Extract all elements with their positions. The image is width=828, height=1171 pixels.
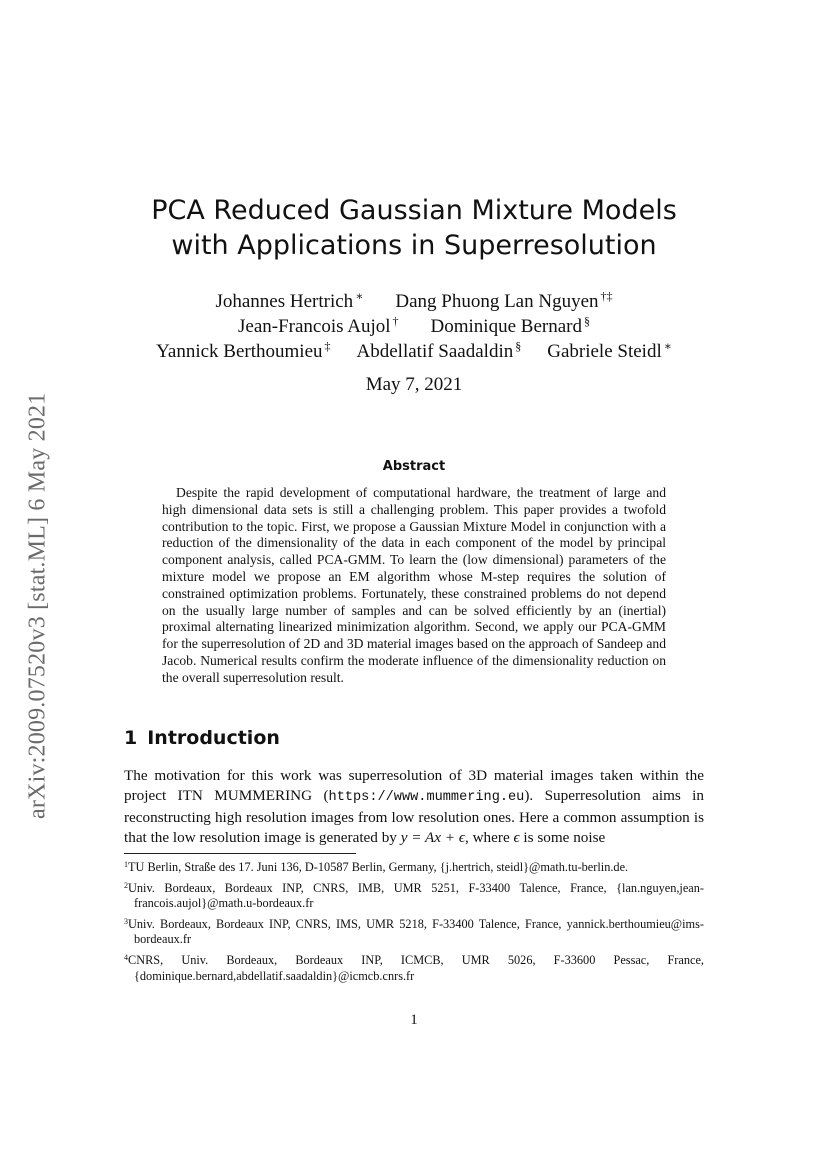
footnote-divider [124,853,356,854]
author [238,309,399,337]
title-line-2: with Applications in Superresolution [171,230,657,261]
author-row-2 [100,309,728,337]
footnote-mark: 2 [124,880,128,890]
footnote [124,914,704,948]
footnote [124,857,704,876]
author-name: Johannes Hertrich [215,291,354,312]
author [547,334,672,362]
affiliation-mark: § [515,339,522,353]
author [356,334,522,362]
page-number: 1 [410,1012,418,1028]
footnote-mark: 1 [124,860,128,869]
footnote-text: Univ. Bordeaux, Bordeaux INP, CNRS, IMB, UMR 5251, F-33400 Talence, France, {lan.nguyen,jean-francois.aujol}@math.u-bordeaux.fr [128,880,704,911]
abstract-heading: Abstract [382,459,446,474]
author [215,284,364,312]
publication-date: May 7, 2021 [365,374,463,395]
model-equation: y = Ax + ϵ [400,829,465,846]
paper-title [100,193,728,263]
introduction-paragraph [124,766,704,848]
noise-symbol: ϵ [513,829,520,846]
section-number: 1 [124,727,138,749]
project-url-link[interactable]: https://www.mummering.eu [328,790,525,805]
intro-text: ). Superresolution aims in reconstructing high resolution images from low resolution ones. Here a common assumption is that the low resolution image is generated by [124,787,704,846]
author [395,284,613,312]
footnote-mark: 3 [124,916,128,926]
arxiv-identifier: arXiv:2009.07520v3 [stat.ML] 6 May 2021 [24,392,51,820]
affiliation-mark: ‡ [324,339,331,353]
author-name: Abdellatif Saadaldin [356,341,514,362]
abstract-text: Despite the rapid development of computational hardware, the treatment of large and high dimensional data sets is still a challenging problem. This paper provides a twofold contribution to the topic. First, we propose a Gaussian Mixture Model in conjunction with a reduction of the dimensionality of the data in each component of the model by principal component analysis, called PCA-GMM. To learn the (low dimensional) parameters of the mixture model we propose an EM algorithm whose M-step requires the solution of constrained optimization problems. Fortunately, these constrained problems do not depend on the usually large number of samples and can be solved efficiently by an (inertial) proximal alternating linearized minimization algorithm. Second, we apply our PCA-GMM for the superresolution of 2D and 3D material images based on the approach of Sandeep and Jacob. Numerical results confirm the moderate influence of the dimensionality reduction on the overall superresolution result. [162,485,666,685]
footnote [124,950,704,984]
author-name: Dang Phuong Lan Nguyen [395,291,599,312]
author-row-1 [100,284,728,312]
author-row-3 [100,334,728,362]
footnote-mark: 4 [124,952,128,962]
author-list [100,284,728,362]
affiliation-mark: ∗ [355,289,364,303]
footnote-text: Univ. Bordeaux, Bordeaux INP, CNRS, IMS, UMR 5218, F-33400 Talence, France, yannick.berthoumieu@ims-bordeaux.fr [128,916,704,947]
section-heading [124,727,704,749]
affiliation-mark: †‡ [600,289,613,303]
author-name: Dominique Bernard [430,316,582,337]
affiliation-mark: § [583,314,590,328]
author-name: Gabriele Steidl [547,341,662,362]
footnotes [124,857,704,986]
section-title: Introduction [147,727,280,749]
intro-text: The motivation for this work was superresolution of 3D material images taken within the project ITN MUMMERING ( [124,767,704,804]
author [156,334,331,362]
title-line-1: PCA Reduced Gaussian Mixture Models [151,195,677,226]
author-name: Yannick Berthoumieu [156,341,323,362]
footnote [124,878,704,912]
author [430,309,590,337]
footnote-text: CNRS, Univ. Bordeaux, Bordeaux INP, ICMCB, UMR 5026, F-33600 Pessac, France, {dominique.bernard,abdellatif.saadaldin}@icmcb.cnrs.fr [128,952,704,983]
affiliation-mark: † [392,314,399,328]
author-name: Jean-Francois Aujol [238,316,391,337]
footnote-text: TU Berlin, Straße des 17. Juni 136, D-10587 Berlin, Germany, {j.hertrich, steidl}@math.tu-berlin.de. [128,860,629,874]
intro-text: is some noise [519,829,606,846]
affiliation-mark: ∗ [663,339,672,353]
intro-text: , where [464,829,514,846]
